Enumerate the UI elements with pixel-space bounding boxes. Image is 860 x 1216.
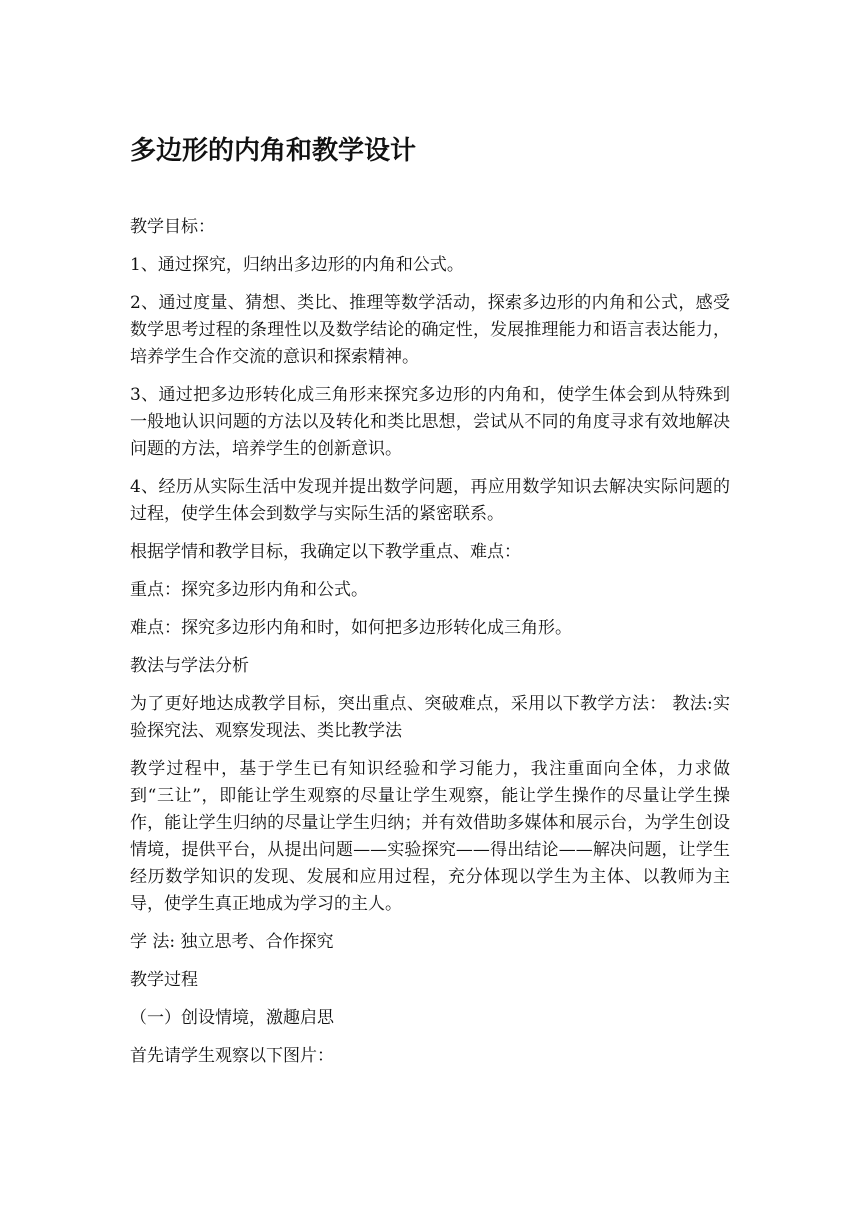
paragraph-process-heading: 教学过程 bbox=[130, 970, 198, 990]
paragraph-teaching-process-description: 教学过程中，基于学生已有知识经验和学习能力，我注重面向全体，力求做到“三让”，即能让学生观察的尽量让学生观察，能让学生操作的尽量让学生操作，能让学生归纳的尽量让学生归纳；并有效借助多媒体和展示台，为学生创设情境，提供平台，从提出问题——实验探究——得出结论——解决问题，让学生经历数学知识的发现、发展和应用过程，充分体现以学生为主体、以教师为主导，使学生真正地成为学习的主人。 bbox=[130, 759, 730, 914]
paragraph-goal-2: 2、通过度量、猜想、类比、推理等数学活动，探索多边形的内角和公式，感受数学思考过程的条理性以及数学结论的确定性，发展推理能力和语言表达能力，培养学生合作交流的意识和探索精神。 bbox=[130, 293, 730, 367]
paragraph-goal-3: 3、通过把多边形转化成三角形来探究多边形的内角和，使学生体会到从特殊到一般地认识问题的方法以及转化和类比思想，尝试从不同的角度寻求有效地解决问题的方法，培养学生的创新意识。 bbox=[130, 385, 730, 459]
paragraph-difficulty: 难点：探究多边形内角和时，如何把多边形转化成三角形。 bbox=[130, 618, 572, 638]
paragraph-goal-1: 1、通过探究，归纳出多边形的内角和公式。 bbox=[130, 255, 464, 275]
document-title: 多边形的内角和教学设计 bbox=[130, 136, 417, 166]
paragraph-goal-4: 4、经历从实际生活中发现并提出数学问题，再应用数学知识去解决实际问题的过程，使学生体会到数学与实际生活的紧密联系。 bbox=[130, 477, 730, 524]
paragraph-observe-images: 首先请学生观察以下图片： bbox=[130, 1046, 334, 1066]
paragraph-method-heading: 教法与学法分析 bbox=[130, 656, 249, 676]
paragraph-key-point: 重点：探究多边形内角和公式。 bbox=[130, 580, 368, 600]
paragraph-section-1-heading: （一）创设情境，激趣启思 bbox=[130, 1008, 334, 1028]
paragraph-teaching-methods: 为了更好地达成教学目标，突出重点、突破难点，采用以下教学方法： 教法:实验探究法、观察发现法、类比教学法 bbox=[130, 694, 730, 741]
paragraph-learning-methods: 学 法: 独立思考、合作探究 bbox=[130, 932, 334, 952]
paragraph-key-points-intro: 根据学情和教学目标，我确定以下教学重点、难点： bbox=[130, 542, 521, 562]
paragraph-teaching-goals-heading: 教学目标： bbox=[130, 217, 215, 237]
document-page bbox=[130, 130, 730, 1081]
